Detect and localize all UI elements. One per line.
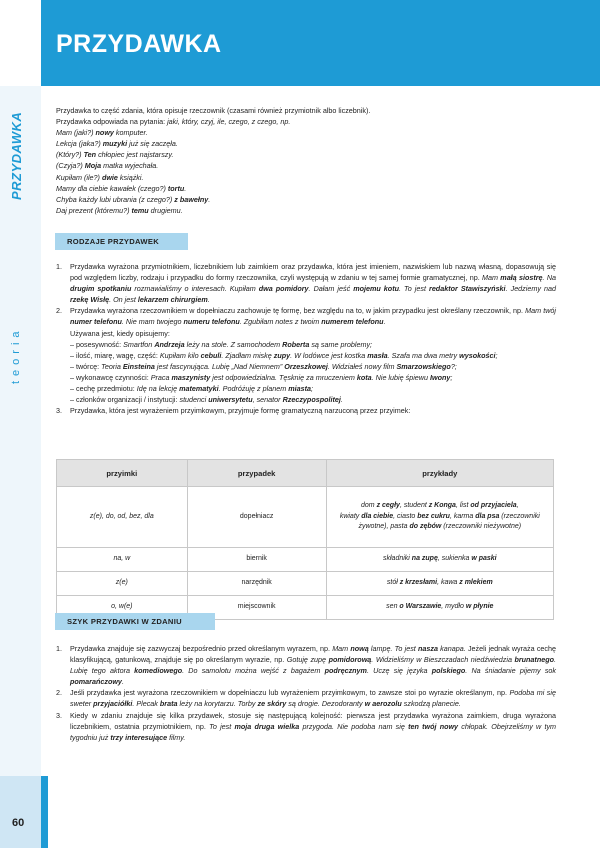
table-cell [57,487,188,548]
text-run: , karma [449,512,476,520]
text-run [258,699,287,708]
order-list [56,643,556,743]
text-run: trzy interesujące [110,732,168,742]
text-run: bez cukru [417,512,450,520]
list-text [70,262,556,304]
list-text [70,406,410,415]
text-run: Przydawka, która jest wyrażeniem przyimkowym, przyjmuje formę gramatyczną narzuconą przez przyimek: [70,406,411,416]
text-run [429,502,456,509]
page-accent-bar [41,776,48,848]
text-run: Roberta [282,339,310,349]
table-row [57,572,554,596]
preposition: na, w [113,555,131,563]
text-run: , list [455,502,471,510]
text-run: Einsteina [122,361,155,371]
text-run: . Plecak [132,699,160,709]
text-run: komputer. [113,128,148,138]
text-run [357,373,372,382]
text-run: małą siostrę [500,273,543,283]
text-run [475,513,499,520]
text-run [321,317,383,326]
text-run: maszynisty [171,372,211,382]
text-run: na zupę [411,555,438,563]
text-run: jaki, który, czyj, ile, czego, z czego, np. [167,117,291,127]
text-run: chłopak. Obejrzeliśmy w tym tygodniu już [70,721,557,742]
text-run: filmy. [167,732,186,742]
text-run [274,351,290,360]
text-run: rzekę Wisłę [70,295,110,305]
text-run: (rzeczowniki [499,512,540,520]
text-run: . Na śniadanie pijemy sok [465,666,557,676]
text-run [138,295,208,304]
text-run: Jeśli przydawka jest wyrażona rzeczownikiem w dopełniaczu lub wyrażeniem przyimkowym, to zawsze stoi po wyrazie określanym, np. [70,688,510,698]
text-run: już się zaczęła. [127,139,178,149]
text-run: Praca [150,372,172,382]
table-cell [326,487,553,548]
list-number: 2. [56,306,62,316]
text-run: Podoba mi się sweter [70,688,556,709]
text-run [70,317,122,326]
text-run: , student [399,502,429,510]
text-run: ten twój nowy [408,721,459,731]
text-run: . Szafa ma dwa metry [387,350,460,360]
table-header-cell: przypadek [187,460,326,487]
text-run: – wykonawcę czynności: [70,372,151,382]
intro-line [56,138,556,149]
text-run: Przydawka wyrażona rzeczownikiem w dopełniaczu zachowuje tę formę, bez względu na to, w jakim przypadku jest określany rzeczownik, np. [70,306,526,316]
preposition: o, w(e) [111,603,133,611]
text-run [85,161,101,170]
text-run [183,317,239,326]
text-run [283,395,341,404]
text-run: w paski [471,555,497,563]
text-run [361,513,393,520]
text-run [132,206,149,215]
text-run [329,655,372,664]
text-run [430,372,453,382]
list-number: 1. [56,644,62,653]
text-run [234,722,299,731]
text-run [400,579,437,586]
preposition: z(e) [115,579,128,587]
text-run: kanapa. [437,644,466,653]
text-run [93,699,132,708]
usage-item [70,372,556,383]
text-run: Iwony [430,372,451,382]
case-cell: miejscownik [187,596,326,620]
text-run [84,150,97,159]
usage-item [70,339,556,350]
text-run [179,384,219,393]
text-run: komediowego [134,666,183,676]
intro-block [56,105,556,216]
page-title: PRZYDAWKA [56,30,222,58]
list-number: 3. [56,710,62,720]
text-run: . W lodówce jest kostka [290,350,368,360]
text-run: . Lubię tego aktora [70,655,556,676]
list-item [56,643,556,687]
text-run: Moja [84,161,102,171]
text-run [365,699,402,708]
text-run: Jeżeli jednak wyraża cechę klasyfikującą, gatunkową, znajduje się po określanym wyrazie, np. [70,644,557,665]
text-run: Kiedy w zdaniu znajduje się kilka przydawek, stosuje się następującą kolejność: pierwsza jest przydawka wyrażona zaimkiem, druga wyrażona liczebnikiem, ostatnia przymiotnikiem, np. [70,710,556,731]
text-run: . [208,194,211,204]
list-item [56,261,556,305]
text-run: . Uczę się języka [366,666,432,676]
text-run: Przydawka znajduje się zazwyczaj bezpośrednio przed określanym wyrazem, np. [70,644,333,653]
text-run: (Który?) [56,150,84,160]
text-run: składniki [383,555,412,563]
types-list [56,261,556,416]
text-run: do zębów [409,523,442,531]
list-item [56,687,556,709]
text-run: chłopiec jest najstarszy. [96,150,174,160]
text-run: temu [131,205,149,215]
text-run: . Nie mam twojego [121,317,184,327]
list-text [70,711,556,742]
text-run: szkodzą planecie. [401,699,461,709]
text-run [284,362,328,371]
section-heading-types: RODZAJE PRZYDAWEK [55,233,188,250]
usage-item [70,361,556,372]
text-run [429,284,506,293]
sidebar-section-label: teoria [10,326,22,384]
text-run: pomarańczowy [70,677,122,687]
text-run: , kawa [437,579,460,587]
sidebar-title: PRZYDAWKA [9,111,24,200]
text-run: drugim spotkaniu [70,284,132,294]
text-run [259,284,309,293]
table-cell [326,572,553,596]
usage-list [70,339,556,406]
text-run [70,295,109,304]
sidebar [0,86,41,848]
intro-line [56,205,556,216]
page-number-area [0,776,41,848]
table-header-cell: przykłady [326,460,553,487]
text-run: zupy [273,350,291,360]
text-run: polskiego [431,666,466,676]
text-run [470,502,516,509]
text-run: jest odpowiedzialna. Tęsknię za mruczeniem [210,372,357,382]
text-run: Przydawka to część zdania, która opisuje rzeczownik (czasami również przymiotnik albo liczebnik). [56,106,371,115]
text-run [282,340,309,349]
text-run: . [207,295,210,305]
text-run: (Czyja?) [56,161,85,171]
text-run [325,666,367,675]
text-run: podręcznym [324,666,367,676]
text-run: matematyki [179,384,219,394]
text-run: Mamy dla ciebie kawałek (czego?) [56,183,168,193]
text-run: z krzesłami [399,579,438,587]
text-run [103,139,127,148]
text-run: – członków organizacji / instytucji: [70,395,180,405]
text-run: masła [367,350,388,360]
list-text [70,306,556,326]
text-run: dla psa [475,512,500,520]
text-run: ze skóry [257,699,287,709]
text-run: przyjaciółki [93,699,133,709]
text-run: w płynie [465,603,494,611]
text-run: . Do samolotu można wejść z bagażem [182,666,325,676]
list-number: 2. [56,688,62,698]
text-run: . To jest [398,284,430,294]
text-run [102,173,118,182]
table-cell [326,596,553,620]
text-run: , [516,502,519,510]
intro-line [56,183,556,194]
text-run: leży na korytarzu. Torby [177,699,258,709]
text-run: nową [350,644,369,653]
text-run: książki. [117,172,144,182]
text-run [350,644,368,653]
text-run: miasta [288,384,311,394]
intro-line [56,127,556,138]
page-header [41,0,600,86]
preposition: z(e), do, od, bez, dla [89,512,154,520]
text-run: – ilość, miarę, wagę, część: [70,350,160,360]
prepositions-table [56,459,554,620]
text-run: , senator [252,395,283,405]
text-run: dwa pomidory [258,284,309,294]
text-run: numeru telefonu [183,317,240,327]
text-run: Mam twój [525,306,556,316]
list-number: 3. [56,406,62,416]
text-run: muzyki [102,139,128,149]
text-run: z cegły [376,502,400,510]
text-run: Chyba każdy lubi ubrania (z czego?) [56,194,175,204]
page-number: 60 [12,817,25,829]
text-run: Ten [83,150,97,160]
text-run: dom [361,502,377,510]
intro-line [56,172,556,183]
section-heading-order: SZYK PRZYDAWKI W ZDANIU [55,613,215,630]
text-run: . Podróżuję z planem [218,384,289,394]
text-run [412,555,438,562]
text-run: z mlekiem [459,579,493,587]
text-run [514,655,554,664]
text-run: lampę. To jest [368,644,418,653]
table-row [57,487,554,548]
text-run: Teoria [101,361,123,371]
case-cell: dopełniacz [187,487,326,548]
text-run: , sukienka [437,555,472,563]
text-run: Przydawka odpowiada na pytania: [56,117,168,127]
text-run [500,273,542,282]
text-run: Gotuję zupę [286,655,329,665]
table-cell [57,548,188,572]
table-cell [326,548,553,572]
text-run: Mam [482,273,501,283]
text-run [367,351,387,360]
text-run: . Widzieliśmy w Bieszczadach niedźwiedzia [371,655,515,665]
text-run [418,644,438,653]
table-row [57,548,554,572]
text-run: . Na [542,273,557,283]
text-run: dwie [101,172,118,182]
text-run: – twórcę: [70,361,102,371]
text-run: są drogie. Dezodoranty [286,699,365,709]
text-run: kwiaty [339,512,362,520]
text-run: ; [450,372,453,382]
text-run: Idę na lekcję [136,384,180,394]
text-run: . Zgubiłam notes z twoim [239,317,322,327]
text-run: – cechę przedmiotu: [70,384,137,394]
text-run: . [340,395,343,405]
text-run: – posesywność: [70,339,124,349]
text-run: przygoda. Nie podoba nam się [299,721,409,731]
text-run: leży na stole. Z samochodem [184,339,283,349]
text-run: , ciasto [393,512,418,520]
text-run: Andrzeja [154,339,185,349]
text-run [70,284,131,293]
text-run [96,128,114,137]
text-run: . Jedziemy nad [505,284,556,294]
text-run [110,733,167,742]
table-cell [57,572,188,596]
text-run: żywotne), pasta [358,523,410,531]
list-text [70,688,556,708]
usage-item [70,394,556,405]
table-header-row [57,460,554,487]
text-run: , mydło [441,603,466,611]
text-run [160,699,178,708]
text-run: Smartfon [123,339,155,349]
intro-line [56,105,556,116]
text-run [466,603,494,610]
text-run [459,579,492,586]
text-run [408,722,458,731]
text-run: redaktor Stawiszyński [429,284,506,294]
text-run [208,395,252,404]
text-run: Lekcja (jaka?) [56,139,103,149]
text-run [70,677,122,686]
text-run: ?; [450,361,457,371]
text-run: o Warszawie [399,603,442,611]
text-run: lekarzem chirurgiem [137,295,208,305]
text-run: . Nie lubię śpiewu [371,372,430,382]
text-run: stół [386,579,400,587]
text-run: ; [310,384,313,394]
text-run: uniwersytetu [208,395,253,405]
text-run: w aerozolu [364,699,402,709]
text-run: studenci [179,395,209,405]
intro-line [56,194,556,205]
text-run: mojemu kotu [353,284,399,294]
text-run: Daj prezent (któremu?) [56,205,132,215]
text-run: Smarzowskiego [396,361,451,371]
text-run [399,603,441,610]
text-run: Mam (jaki?) [56,128,96,138]
text-run [154,340,184,349]
text-run [396,362,450,371]
text-run [471,555,496,562]
text-run: Przydawka wyrażona przymiotnikiem, liczebnikiem lub zaimkiem oraz przydawka, która jest imieniem, nazwiskiem lub nazwą własną, dopasowują się pod względem liczby, rodzaju i przypadku do formy rzeczownika, czyli występują w zdaniu w tej samej formie gramatycznej, np. [70,262,556,283]
list-item [56,305,556,405]
text-run [353,284,399,293]
table-header-cell: przyimki [57,460,188,487]
text-run: . [121,677,124,687]
text-run: Kupiłam (ile?) [56,172,102,182]
list-text [70,644,556,686]
text-run: . On jest [109,295,138,305]
text-run: dla ciebie [361,512,394,520]
usage-intro: Używana jest, kiedy opisujemy: [70,328,170,338]
text-run: drugiemu. [148,205,183,215]
usage-item [70,350,556,361]
text-run: ; [495,350,498,360]
text-run: tortu [167,183,185,193]
intro-line [56,149,556,160]
text-run: . Zjadłam miskę [221,350,274,360]
usage-item [70,383,556,394]
text-run: numerem telefonu [321,317,384,327]
list-item [56,405,556,416]
text-run: jest fascynująca. Lubię „Nad Niemnem” [154,361,285,371]
text-run: z Konga [428,502,456,510]
case-cell: narzędnik [187,572,326,596]
text-run: cebuli [200,350,222,360]
text-run: Mam [332,644,351,653]
intro-line [56,160,556,171]
text-run [167,183,187,193]
text-run [174,194,211,204]
text-run [417,513,450,520]
text-run: od przyjaciela [470,502,517,510]
text-run: Rzeczypospolitej [282,395,341,405]
text-run [409,523,441,530]
text-run: . [184,183,187,193]
text-run: z bawełny [174,194,209,204]
text-run: są same problemy; [309,339,373,349]
text-run: kota [356,372,372,382]
text-run: . Widziałeś nowy film [327,361,397,371]
text-run: brata [159,699,178,709]
text-run: wysokości [459,350,496,360]
text-run: Orzeszkowej [284,361,328,371]
text-run: To jest [209,721,235,731]
text-run: . [383,317,386,327]
list-number: 1. [56,262,62,271]
text-run [201,351,222,360]
text-run: nowy [95,128,114,138]
text-run: brunatnego [514,655,554,665]
text-run: nasza [417,644,438,653]
case-cell: biernik [187,548,326,572]
text-run: Kupiłam kilo [159,350,201,360]
text-run: pomidorową [328,655,372,665]
text-run [377,502,400,509]
text-run: . Dałam jeść [308,284,354,294]
text-run [123,362,155,371]
text-run [432,666,466,675]
text-run [134,666,182,675]
text-run: (rzeczowniki nieżywotne) [441,523,522,531]
text-run: matka wyjechała. [101,161,159,171]
text-run [288,384,311,393]
text-run: numer telefonu [70,317,122,327]
list-item [56,710,556,743]
text-run: rozmawialiśmy o interesach. Kupiłam [131,284,259,294]
text-run [171,373,210,382]
intro-line [56,116,556,127]
text-run: sen [386,603,400,611]
text-run [459,350,498,360]
text-run: moja druga wielka [234,721,300,731]
